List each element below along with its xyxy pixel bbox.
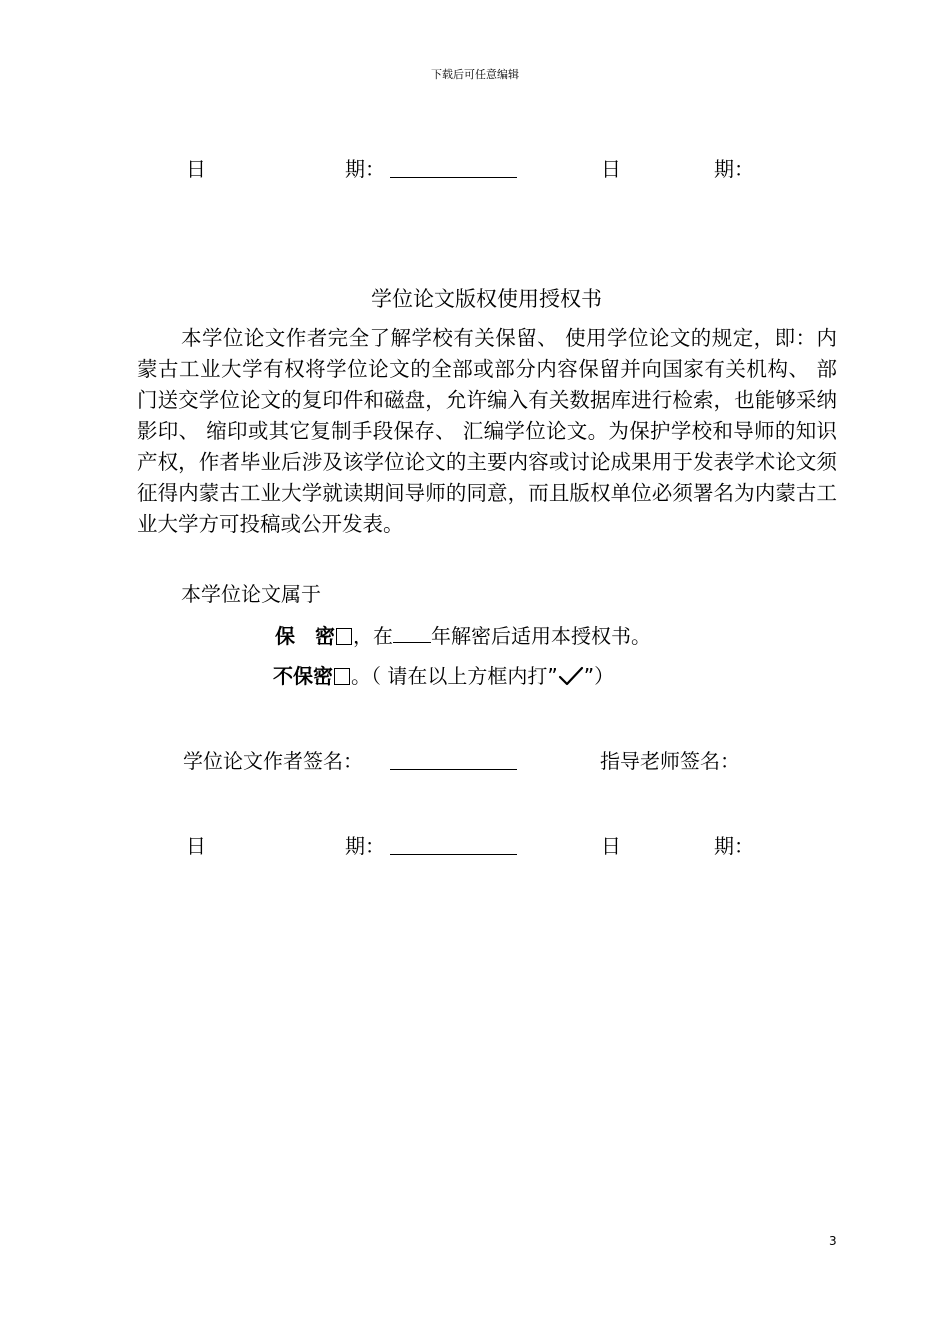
authorization-paragraph: 本学位论文作者完全了解学校有关保留、 使用学位论文的规定，即：内蒙古工业大学有权将学位论文的全部或部分内容保留并向国家有关机构、 部门送交学位论文的复印件和磁盘，允许编入有关数据库进行检索，也能够采纳影印、 缩印或其它复制手段保存、 汇编学位论文。为保护学校和导师的知识产权，作者毕业后涉及该学位论文的主要内容或讨论成果用于发表学术论文须征得内蒙古工业大学就读期间导师的同意，而且版权单位必须署名为内蒙古工业大学方可投稿或公开发表。 [137,326,837,536]
option-secret [275,624,651,648]
not-secret-checkbox[interactable] [334,668,350,685]
bottom-author-date-char: 日 [186,834,206,858]
option-not-secret [273,664,614,688]
bottom-advisor-date-char: 日 [601,834,621,858]
author-date-char: 日 [186,157,206,181]
document-title: 学位论文版权使用授权书 [371,287,602,311]
bottom-advisor-date-label: 期： [714,834,754,858]
checkmark-icon [558,666,584,686]
not-secret-text-before: 。（ 请在以上方框内打” [351,664,558,688]
advisor-date-char: 日 [601,157,621,181]
years-blank[interactable] [393,624,431,643]
author-signature-line[interactable] [390,769,517,770]
not-secret-label: 不保密 [273,664,333,688]
secret-checkbox[interactable] [336,628,352,645]
secret-text-after: 年解密后适用本授权书。 [431,624,651,648]
advisor-date-label: 期： [714,157,754,181]
bottom-author-date-label: 期： [345,834,385,858]
not-secret-text-after: ”） [583,664,615,688]
author-signature-label: 学位论文作者签名： [183,749,363,773]
bottom-author-date-line[interactable] [390,854,517,855]
secret-text-before: ，在 [353,624,393,648]
author-date-label: 期： [345,157,385,181]
secret-label: 保 密 [275,624,335,648]
advisor-signature-label: 指导老师签名： [600,749,740,773]
page-number: 3 [829,1234,837,1248]
page-header: 下载后可任意编辑 [431,68,519,81]
author-date-line [390,177,517,178]
belongs-line: 本学位论文属于 [181,582,321,606]
